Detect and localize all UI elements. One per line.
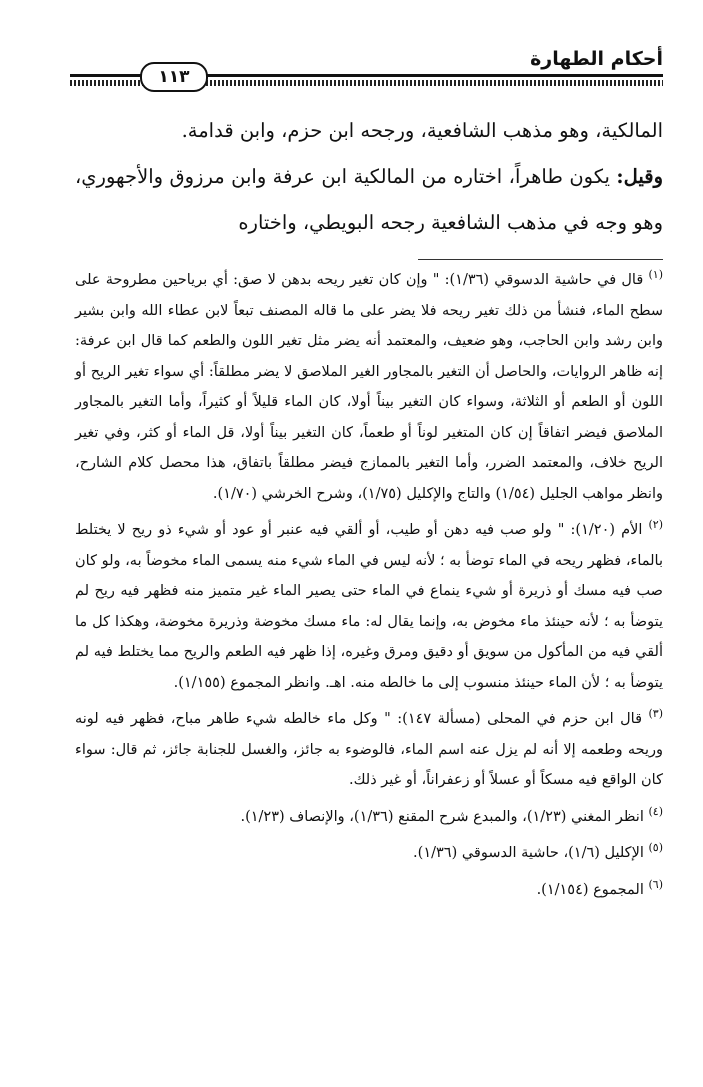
footnote-marker: (٦) <box>648 877 663 891</box>
footnote-1: $^{(١)}$ قال في حاشية الدسوقي (١/٣٦): " وإن كان تغير ريحه بدهن لا صق: أي برياحين مطروحة على سطح الماء، فنشأ من ذلك تغير ريحه فلا يضر على ما قاله المصنف تبعاً لابن عطاء الله وابن بشير وابن رشد وابن الحاجب، وهو ضعيف، والمعتمد أنه يضر مثل تغير اللون والطعم كما قال ابن عرفة: إنه ظاهر الروايات، والحاصل أن التغير بالمجاور الغير الملاصق لا يضر مطلقاً: أي سواء تغير الريح أو اللون أو الطعم أو الثلاثة، وسواء كان التغير بيناً أولا، كان الماء قليلاً أو كثيراً، وأما التغير بالمجاور الملاصق فيضر اتفاقاً إن كان المتغير لوناً أو طعماً، كان التغير بيناً أولا، قل الماء أو كثر، وفي تغير الريح خلاف، والمعتمد الضرر، وأما التغير بالممازج فيضر مطلقاً باتفاق، هذا محصل كلام الشارح، وانظر مواهب الجليل (١/٥٤) والتاج والإكليل (١/٧٥)، وشرح الخرشي (١/٧٠). <box>75 268 664 502</box>
main-lead-word: وقيل: <box>616 165 663 188</box>
footnote-6: $^{(٦)}$ المجموع (١/١٥٤). <box>536 877 663 898</box>
page-header <box>70 40 663 100</box>
footnote-separator <box>418 259 663 260</box>
footnote-marker: (٢) <box>648 518 663 532</box>
main-paragraph-text: يكون طاهراً، اختاره من المالكية ابن عرفة وابن مرزوق والأجهوري، وهو وجه في مذهب الشافعية رجحه البويطي، واختاره <box>75 165 663 234</box>
footnote-2: $^{(٢)}$ الأم (١/٢٠): " ولو صب فيه دهن أو طيب، أو ألقي فيه عنبر أو عود أو شيء ذو ريح لا يختلط بالماء، فظهر ريحه في الماء توضأ به ؛ لأنه ليس في الماء شيء منه يسمى الماء مخوضاً به، ولو كان صب فيه مسك أو ذريرة أو شيء ينماع في الماء حتى يصير الماء غير متميز منه فظهر فيه ريح لم يتوضأ به ؛ لأنه حينئذ ماء مخوض به، وإنما يقال له: ماء مسك مخوضة وذريرة مخوضة، وهكذا كل ما ألقي فيه من المأكول من سويق أو دقيق ومرق وغيره، إذا ظهر فيه الطعم والريح مما يختلط فيه لم يتوضأ به ؛ لأن الماء حينئذ منسوب إلى ما خالطه منه. اهـ. وانظر المجموع (١/١٥٥). <box>75 518 663 691</box>
footnote-3: $^{(٣)}$ قال ابن حزم في المحلى (مسألة ١٤٧): " وكل ماء خالطه شيء طاهر مباح، فظهر فيه لونه وريحه وطعمه إلا أنه لم يزل عنه اسم الماء، فالوضوء به جائز، والغسل للجنابة جائز، ثم قال: سواء كان الواقع فيه مسكاً أو عسلاً أو زعفراناً، أو غير ذلك. <box>75 707 663 788</box>
main-paragraph-2 <box>75 154 663 246</box>
footnote-4: $^{(٤)}$ انظر المغني (١/٢٣)، والمبدع شرح المقنع (١/٣٦)، والإنصاف (١/٢٣). <box>240 804 663 825</box>
book-title: أحكام الطهارة <box>530 48 663 70</box>
footnote-marker: (٣) <box>648 707 663 721</box>
main-paragraph-1 <box>75 108 663 154</box>
footnote-marker: (٥) <box>648 841 663 855</box>
footnote-marker: (١) <box>648 268 664 282</box>
footnote-marker: (٤) <box>648 804 663 818</box>
footnote-5: $^{(٥)}$ الإكليل (١/٦)، حاشية الدسوقي (١/٣٦). <box>413 841 663 861</box>
footnotes <box>75 265 663 905</box>
main-line-1: المالكية، وهو مذهب الشافعية، ورجحه ابن حزم، وابن قدامة. <box>181 119 663 142</box>
main-text <box>75 108 663 246</box>
page-number: ١١٣ <box>140 62 208 92</box>
